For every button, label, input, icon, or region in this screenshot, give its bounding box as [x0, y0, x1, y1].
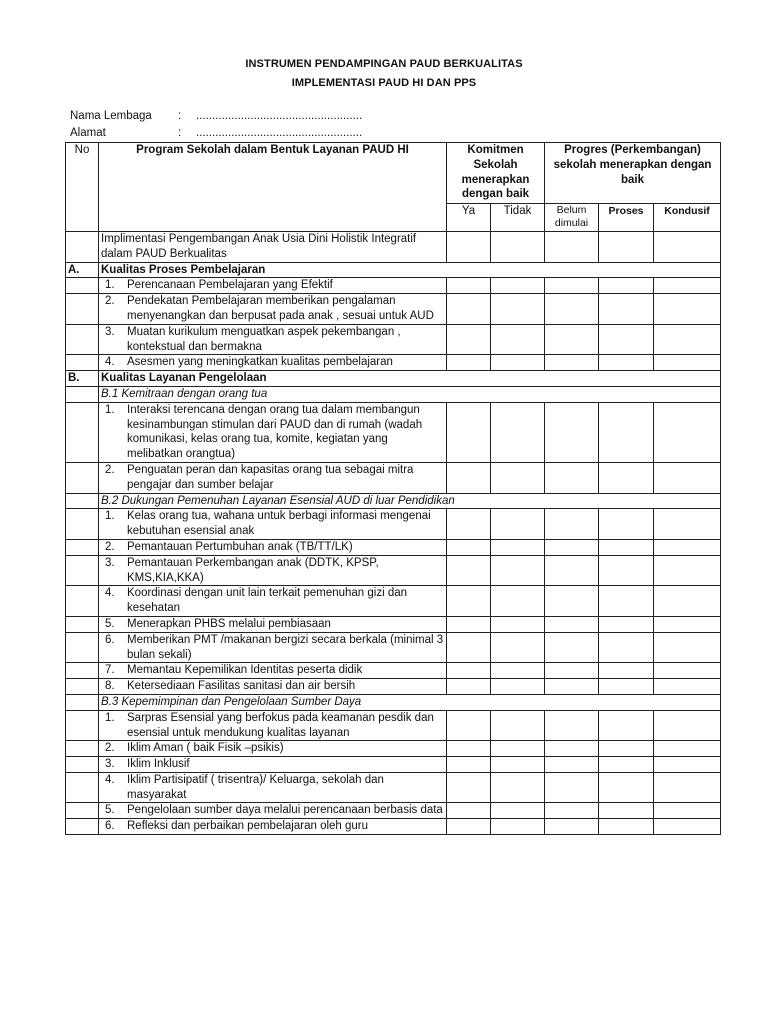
- checkbox-cell[interactable]: [447, 539, 491, 555]
- table-row: [66, 402, 721, 462]
- table-row: [66, 616, 721, 632]
- item-cell: [99, 324, 447, 355]
- checkbox-cell[interactable]: [599, 294, 654, 325]
- subsection-row: [66, 386, 721, 402]
- checkbox-cell[interactable]: [545, 294, 599, 325]
- item-cell: [99, 462, 447, 493]
- item-cell: [99, 555, 447, 586]
- item-number: 2.: [105, 463, 115, 476]
- checkbox-cell[interactable]: [491, 278, 545, 294]
- field-colon: :: [178, 127, 182, 139]
- item-text: Iklim Aman ( baik Fisik –psikis): [127, 742, 284, 755]
- checkbox-cell[interactable]: [599, 803, 654, 819]
- checkbox-cell[interactable]: [599, 509, 654, 540]
- item-text: Penguatan peran dan kapasitas orang tua sebagai mitra pengajar dan sumber belajar: [127, 463, 414, 491]
- field-value: ....................................................: [196, 127, 363, 139]
- item-text: Memberikan PMT /makanan bergizi secara berkala (minimal 3 bulan sekali): [127, 633, 444, 661]
- row-no: [66, 586, 99, 617]
- checkbox-cell[interactable]: [654, 355, 721, 371]
- field-colon: :: [178, 110, 182, 122]
- document-title: INSTRUMEN PENDAMPINGAN PAUD BERKUALITAS: [245, 58, 523, 70]
- header-ya: Ya: [447, 204, 491, 232]
- item-number: 7.: [105, 664, 115, 677]
- checkbox-cell[interactable]: [599, 539, 654, 555]
- row-no: [66, 772, 99, 803]
- checkbox-cell[interactable]: [599, 324, 654, 355]
- checkbox-cell[interactable]: [654, 679, 721, 695]
- checkbox-cell[interactable]: [599, 632, 654, 663]
- table-row: [66, 355, 721, 371]
- table-row: [66, 539, 721, 555]
- checkbox-cell[interactable]: [447, 586, 491, 617]
- item-text: Sarpras Esensial yang berfokus pada keamanan pesdik dan esensial untuk mendukung kualitas layanan: [127, 711, 434, 739]
- checkbox-cell[interactable]: [654, 757, 721, 773]
- checkbox-cell[interactable]: [654, 278, 721, 294]
- item-text: Ketersediaan Fasilitas sanitasi dan air bersih: [127, 680, 356, 693]
- checkbox-cell[interactable]: [545, 632, 599, 663]
- table-row: [66, 509, 721, 540]
- checkbox-cell[interactable]: [599, 278, 654, 294]
- checkbox-cell[interactable]: [491, 539, 545, 555]
- item-number: 1.: [105, 711, 115, 724]
- checkbox-cell[interactable]: [545, 710, 599, 741]
- checkbox-cell[interactable]: [545, 616, 599, 632]
- checkbox-cell[interactable]: [545, 539, 599, 555]
- checkbox-cell[interactable]: [654, 509, 721, 540]
- checkbox-cell[interactable]: [447, 324, 491, 355]
- row-no: [66, 402, 99, 462]
- item-number: 6.: [105, 820, 115, 833]
- checkbox-cell[interactable]: [654, 462, 721, 493]
- item-cell: [99, 757, 447, 773]
- item-text: Menerapkan PHBS melalui pembiasaan: [127, 617, 331, 630]
- checkbox-cell[interactable]: [447, 616, 491, 632]
- item-number: 2.: [105, 742, 115, 755]
- checkbox-cell[interactable]: [447, 710, 491, 741]
- document-subtitle: IMPLEMENTASI PAUD HI DAN PPS: [291, 77, 477, 89]
- checkbox-cell[interactable]: [491, 679, 545, 695]
- item-cell: [99, 539, 447, 555]
- row-no: [66, 294, 99, 325]
- checkbox-cell[interactable]: [545, 679, 599, 695]
- table-row: [66, 294, 721, 325]
- item-cell: [99, 772, 447, 803]
- checkbox-cell[interactable]: [491, 819, 545, 835]
- checkbox-cell[interactable]: [654, 710, 721, 741]
- row-no: [66, 462, 99, 493]
- subsection-title: B.1 Kemitraan dengan orang tua: [99, 386, 721, 402]
- checkbox-cell[interactable]: [447, 772, 491, 803]
- item-cell: [99, 710, 447, 741]
- checkbox-cell[interactable]: [599, 757, 654, 773]
- field-label: Alamat: [70, 127, 106, 139]
- table-row: [66, 278, 721, 294]
- checkbox-cell[interactable]: [599, 663, 654, 679]
- checkbox-cell[interactable]: [545, 324, 599, 355]
- checkbox-cell[interactable]: [599, 710, 654, 741]
- checkbox-cell[interactable]: [599, 555, 654, 586]
- checkbox-cell[interactable]: [545, 402, 599, 462]
- checkbox-cell[interactable]: [491, 462, 545, 493]
- item-text: Perencanaan Pembelajaran yang Efektif: [127, 279, 333, 292]
- field-nama-lembaga: [70, 110, 362, 122]
- item-number: 5.: [105, 804, 115, 817]
- item-cell: [99, 402, 447, 462]
- checkbox-cell[interactable]: [599, 819, 654, 835]
- table-row: [66, 757, 721, 773]
- table-row: [66, 819, 721, 835]
- item-text: Pemantauan Pertumbuhan anak (TB/TT/LK): [127, 540, 353, 553]
- checkbox-cell[interactable]: [599, 741, 654, 757]
- checkbox-cell[interactable]: [491, 632, 545, 663]
- item-cell: [99, 278, 447, 294]
- section-code: A.: [66, 262, 99, 278]
- checkbox-cell[interactable]: [654, 632, 721, 663]
- row-no: [66, 324, 99, 355]
- checkbox-cell[interactable]: [654, 741, 721, 757]
- checkbox-cell[interactable]: [491, 232, 545, 263]
- checkbox-cell[interactable]: [447, 402, 491, 462]
- table-row: [66, 586, 721, 617]
- header-no: No: [66, 143, 99, 232]
- table-row: [66, 772, 721, 803]
- checkbox-cell[interactable]: [599, 355, 654, 371]
- item-text: Pemantauan Perkembangan anak (DDTK, KPSP, KMS,KIA,KKA): [127, 556, 379, 584]
- checkbox-cell[interactable]: [599, 462, 654, 493]
- checkbox-cell[interactable]: [545, 803, 599, 819]
- item-text: Memantau Kepemilikan Identitas peserta didik: [127, 664, 363, 677]
- header-belum-dimulai: Belum dimulai: [545, 204, 599, 232]
- item-text: Interaksi terencana dengan orang tua dalam membangun kesinambungan stimulan dari PAUD dan di rumah (wadah komunikasi, kelas orang tua, komite, kegiatan yang melibatkan orangtua): [127, 403, 423, 461]
- subsection-title: B.3 Kepemimpinan dan Pengelolaan Sumber Daya: [99, 694, 721, 710]
- section-title: Kualitas Layanan Pengelolaan: [99, 371, 721, 387]
- item-number: 4.: [105, 587, 115, 600]
- checkbox-cell[interactable]: [447, 555, 491, 586]
- table-row: [66, 803, 721, 819]
- item-number: 2.: [105, 540, 115, 553]
- item-cell: [99, 679, 447, 695]
- item-cell: [99, 586, 447, 617]
- item-text: Iklim Inklusif: [127, 758, 190, 771]
- row-no: [66, 741, 99, 757]
- row-no: [66, 278, 99, 294]
- item-number: 1.: [105, 403, 115, 416]
- header-komitmen: Komitmen Sekolah menerapkan dengan baik: [447, 143, 545, 204]
- checkbox-cell[interactable]: [491, 663, 545, 679]
- checkbox-cell[interactable]: [545, 232, 599, 263]
- item-number: 4.: [105, 773, 115, 786]
- subsection-title: B.2 Dukungan Pemenuhan Layanan Esensial AUD di luar Pendidikan: [99, 493, 721, 509]
- checkbox-cell[interactable]: [654, 555, 721, 586]
- checkbox-cell[interactable]: [491, 757, 545, 773]
- checkbox-cell[interactable]: [654, 616, 721, 632]
- checkbox-cell[interactable]: [491, 586, 545, 617]
- checkbox-cell[interactable]: [491, 402, 545, 462]
- checkbox-cell[interactable]: [447, 663, 491, 679]
- checkbox-cell[interactable]: [491, 616, 545, 632]
- item-text: Pendekatan Pembelajaran memberikan pengalaman menyenangkan dan berpusat pada anak , sesuai untuk AUD: [127, 295, 434, 322]
- subsection-row: [66, 493, 721, 509]
- checkbox-cell[interactable]: [599, 402, 654, 462]
- item-number: 8.: [105, 680, 115, 693]
- checkbox-cell[interactable]: [447, 803, 491, 819]
- row-no: [66, 509, 99, 540]
- row-no: [66, 710, 99, 741]
- checkbox-cell[interactable]: [491, 741, 545, 757]
- checkbox-cell[interactable]: [545, 586, 599, 617]
- checkbox-cell[interactable]: [491, 294, 545, 325]
- item-cell: [99, 294, 447, 325]
- checkbox-cell[interactable]: [545, 772, 599, 803]
- table-row: [66, 632, 721, 663]
- item-cell: [99, 663, 447, 679]
- header-tidak: Tidak: [491, 204, 545, 232]
- checkbox-cell[interactable]: [491, 803, 545, 819]
- checkbox-cell[interactable]: [654, 803, 721, 819]
- checkbox-cell[interactable]: [447, 355, 491, 371]
- table-row: [66, 679, 721, 695]
- checkbox-cell[interactable]: [545, 278, 599, 294]
- checkbox-cell[interactable]: [545, 741, 599, 757]
- item-text: Koordinasi dengan unit lain terkait pemenuhan gizi dan kesehatan: [127, 587, 408, 615]
- checkbox-cell[interactable]: [545, 555, 599, 586]
- checkbox-cell[interactable]: [654, 232, 721, 263]
- checkbox-cell[interactable]: [599, 586, 654, 617]
- table-row: [66, 324, 721, 355]
- checkbox-cell[interactable]: [654, 294, 721, 325]
- checkbox-cell[interactable]: [654, 819, 721, 835]
- row-no: [66, 679, 99, 695]
- section-title: Kualitas Proses Pembelajaran: [99, 262, 721, 278]
- table-row: [66, 741, 721, 757]
- checkbox-cell[interactable]: [654, 663, 721, 679]
- item-cell: [99, 355, 447, 371]
- checkbox-cell[interactable]: [599, 679, 654, 695]
- header-kondusif: Kondusif: [654, 204, 721, 232]
- instrument-table: [65, 142, 721, 835]
- checkbox-cell[interactable]: [447, 757, 491, 773]
- checkbox-cell[interactable]: [491, 509, 545, 540]
- item-number: 3.: [105, 758, 115, 771]
- field-value: ....................................................: [196, 110, 363, 122]
- checkbox-cell[interactable]: [491, 772, 545, 803]
- section-row: [66, 371, 721, 387]
- checkbox-cell[interactable]: [545, 663, 599, 679]
- checkbox-cell[interactable]: [545, 757, 599, 773]
- item-number: 1.: [105, 510, 115, 523]
- checkbox-cell[interactable]: [545, 462, 599, 493]
- field-alamat: [70, 127, 362, 139]
- item-number: 3.: [105, 556, 115, 569]
- table-row: [66, 462, 721, 493]
- intro-text: Implimentasi Pengembangan Anak Usia Dini Holistik Integratif dalam PAUD Berkualitas: [99, 232, 447, 263]
- checkbox-cell[interactable]: [599, 616, 654, 632]
- checkbox-cell[interactable]: [447, 819, 491, 835]
- item-text: Pengelolaan sumber daya melalui perencanaan berbasis data: [127, 804, 443, 817]
- checkbox-cell[interactable]: [654, 772, 721, 803]
- item-text: Kelas orang tua, wahana untuk berbagi informasi mengenai kebutuhan esensial anak: [127, 510, 431, 538]
- checkbox-cell[interactable]: [545, 819, 599, 835]
- checkbox-cell[interactable]: [654, 539, 721, 555]
- checkbox-cell[interactable]: [491, 710, 545, 741]
- checkbox-cell[interactable]: [545, 509, 599, 540]
- checkbox-cell[interactable]: [545, 355, 599, 371]
- row-no: [66, 232, 99, 263]
- item-cell: [99, 616, 447, 632]
- header-progres: Progres (Perkembangan) sekolah menerapkan dengan baik: [545, 143, 721, 204]
- checkbox-cell[interactable]: [447, 679, 491, 695]
- table-row: [66, 663, 721, 679]
- subsection-row: [66, 694, 721, 710]
- table-row: [66, 710, 721, 741]
- row-no: [66, 819, 99, 835]
- table-row: [66, 232, 721, 263]
- item-text: Iklim Partisipatif ( trisentra)/ Keluarga, sekolah dan masyarakat: [127, 773, 384, 801]
- row-no: [66, 803, 99, 819]
- checkbox-cell[interactable]: [447, 462, 491, 493]
- row-no: [66, 493, 99, 509]
- header-proses: Proses: [599, 204, 654, 232]
- row-no: [66, 355, 99, 371]
- row-no: [66, 539, 99, 555]
- checkbox-cell[interactable]: [491, 324, 545, 355]
- item-text: Asesmen yang meningkatkan kualitas pembelajaran: [127, 356, 393, 369]
- checkbox-cell[interactable]: [491, 355, 545, 371]
- item-cell: [99, 509, 447, 540]
- item-number: 6.: [105, 633, 115, 646]
- checkbox-cell[interactable]: [599, 772, 654, 803]
- section-row: [66, 262, 721, 278]
- checkbox-cell[interactable]: [447, 278, 491, 294]
- row-no: [66, 757, 99, 773]
- checkbox-cell[interactable]: [654, 402, 721, 462]
- checkbox-cell[interactable]: [447, 294, 491, 325]
- row-no: [66, 616, 99, 632]
- item-number: 2.: [105, 295, 115, 308]
- row-no: [66, 694, 99, 710]
- field-label: Nama Lembaga: [70, 110, 152, 122]
- item-text: Muatan kurikulum menguatkan aspek pekembangan , kontekstual dan bermakna: [127, 325, 401, 353]
- item-number: 4.: [105, 356, 115, 369]
- item-cell: [99, 819, 447, 835]
- row-no: [66, 555, 99, 586]
- row-no: [66, 632, 99, 663]
- checkbox-cell[interactable]: [491, 555, 545, 586]
- row-no: [66, 386, 99, 402]
- checkbox-cell[interactable]: [447, 509, 491, 540]
- table-row: [66, 555, 721, 586]
- checkbox-cell[interactable]: [447, 741, 491, 757]
- checkbox-cell[interactable]: [654, 586, 721, 617]
- checkbox-cell[interactable]: [447, 632, 491, 663]
- checkbox-cell[interactable]: [447, 232, 491, 263]
- item-cell: [99, 632, 447, 663]
- item-text: Refleksi dan perbaikan pembelajaran oleh guru: [127, 820, 369, 833]
- item-number: 1.: [105, 279, 115, 292]
- item-number: 5.: [105, 617, 115, 630]
- item-cell: [99, 803, 447, 819]
- item-cell: [99, 741, 447, 757]
- checkbox-cell[interactable]: [654, 324, 721, 355]
- row-no: [66, 663, 99, 679]
- item-number: 3.: [105, 325, 115, 338]
- checkbox-cell[interactable]: [599, 232, 654, 263]
- section-code: B.: [66, 371, 99, 387]
- header-program: Program Sekolah dalam Bentuk Layanan PAUD HI: [99, 143, 447, 232]
